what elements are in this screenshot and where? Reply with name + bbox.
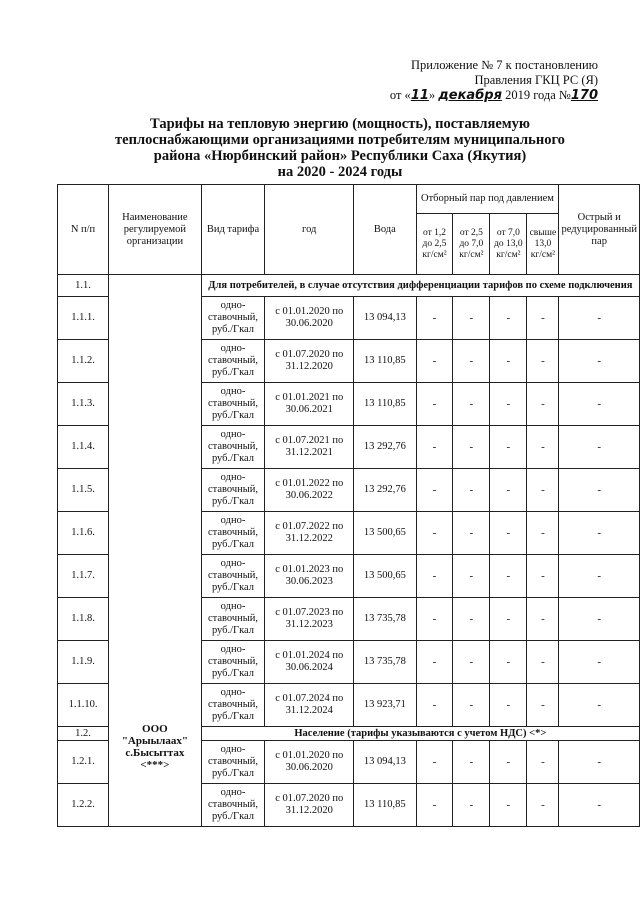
cell-sharp: - xyxy=(559,684,640,727)
cell-type: одно-ставочный, руб./Гкал xyxy=(201,512,265,555)
cell-period: с 01.07.2022 по 31.12.2022 xyxy=(265,512,354,555)
cell-s4: - xyxy=(527,784,559,827)
cell-water: 13 735,78 xyxy=(354,598,416,641)
section-title: Население (тарифы указываются с учетом НДС) <*> xyxy=(201,727,639,741)
cell-s4: - xyxy=(527,598,559,641)
handwritten-number: 170 xyxy=(570,88,598,103)
cell-num: 1.1.1. xyxy=(58,297,109,340)
cell-s4: - xyxy=(527,340,559,383)
cell-s3: - xyxy=(490,340,527,383)
cell-type: одно-ставочный, руб./Гкал xyxy=(201,598,265,641)
cell-s1: - xyxy=(416,297,453,340)
cell-s4: - xyxy=(527,555,559,598)
cell-type: одно-ставочный, руб./Гкал xyxy=(201,784,265,827)
header-steam-1: от 1,2 до 2,5 кг/см² xyxy=(416,214,453,275)
appendix-line-3: от «11» декабря 2019 года №170 xyxy=(389,88,598,103)
cell-num: 1.1.7. xyxy=(58,555,109,598)
header-year: год xyxy=(265,185,354,275)
organization-name: ООО "Арыылаах" с.Бысыттах <***> xyxy=(109,275,202,827)
cell-s3: - xyxy=(490,784,527,827)
cell-period: с 01.01.2023 по 30.06.2023 xyxy=(265,555,354,598)
document-title: Тарифы на тепловую энергию (мощность), поставляемую теплоснабжающими организациями потребителям муниципального района «Нюрбинский район» Республики Саха (Якутия) на 2020 - 2024 годы xyxy=(115,116,565,180)
cell-s3: - xyxy=(490,383,527,426)
cell-period: с 01.07.2024 по 31.12.2024 xyxy=(265,684,354,727)
cell-s1: - xyxy=(416,340,453,383)
cell-period: с 01.07.2021 по 31.12.2021 xyxy=(265,426,354,469)
appendix-line-2: Правления ГКЦ РС (Я) xyxy=(474,73,598,87)
cell-water: 13 923,71 xyxy=(354,684,416,727)
cell-s3: - xyxy=(490,512,527,555)
cell-sharp: - xyxy=(559,426,640,469)
cell-s3: - xyxy=(490,741,527,784)
cell-s1: - xyxy=(416,555,453,598)
cell-s3: - xyxy=(490,684,527,727)
cell-type: одно-ставочный, руб./Гкал xyxy=(201,684,265,727)
cell-s4: - xyxy=(527,684,559,727)
handwritten-day: 11 xyxy=(410,88,429,103)
cell-s2: - xyxy=(453,469,490,512)
section-title: Для потребителей, в случае отсутствия дифференциации тарифов по схеме подключения xyxy=(201,275,639,297)
cell-num: 1.2.1. xyxy=(58,741,109,784)
cell-num: 1.1.6. xyxy=(58,512,109,555)
cell-type: одно-ставочный, руб./Гкал xyxy=(201,426,265,469)
cell-water: 13 110,85 xyxy=(354,383,416,426)
cell-s1: - xyxy=(416,784,453,827)
header-water: Вода xyxy=(354,185,416,275)
cell-water: 13 292,76 xyxy=(354,426,416,469)
cell-period: с 01.01.2021 по 30.06.2021 xyxy=(265,383,354,426)
cell-water: 13 110,85 xyxy=(354,340,416,383)
appendix-block xyxy=(390,58,598,103)
cell-sharp: - xyxy=(559,383,640,426)
cell-s1: - xyxy=(416,641,453,684)
cell-num: 1.2.2. xyxy=(58,784,109,827)
cell-sharp: - xyxy=(559,512,640,555)
cell-period: с 01.07.2020 по 31.12.2020 xyxy=(265,340,354,383)
cell-s3: - xyxy=(490,555,527,598)
cell-sharp: - xyxy=(559,641,640,684)
header-steam-3: от 7,0 до 13,0 кг/см² xyxy=(490,214,527,275)
cell-num: 1.1.8. xyxy=(58,598,109,641)
cell-s2: - xyxy=(453,383,490,426)
cell-s4: - xyxy=(527,297,559,340)
cell-s2: - xyxy=(453,684,490,727)
cell-period: с 01.01.2024 по 30.06.2024 xyxy=(265,641,354,684)
section-row xyxy=(58,275,640,297)
cell-s4: - xyxy=(527,741,559,784)
cell-water: 13 094,13 xyxy=(354,741,416,784)
cell-s1: - xyxy=(416,469,453,512)
header-steam-2: от 2,5 до 7,0 кг/см² xyxy=(453,214,490,275)
cell-num: 1.1.2. xyxy=(58,340,109,383)
header-steam: Отборный пар под давлением xyxy=(416,185,559,214)
section-number: 1.2. xyxy=(58,727,109,741)
cell-s2: - xyxy=(453,784,490,827)
cell-water: 13 094,13 xyxy=(354,297,416,340)
cell-sharp: - xyxy=(559,598,640,641)
cell-type: одно-ставочный, руб./Гкал xyxy=(201,383,265,426)
cell-s3: - xyxy=(490,641,527,684)
header-type: Вид тарифа xyxy=(201,185,265,275)
cell-s4: - xyxy=(527,469,559,512)
tariff-table xyxy=(57,184,640,827)
cell-s2: - xyxy=(453,555,490,598)
cell-num: 1.1.10. xyxy=(58,684,109,727)
table-body xyxy=(58,275,640,827)
header-sharp: Острый и редуцированный пар xyxy=(559,185,640,275)
header-org: Наименование регулируемой организации xyxy=(109,185,202,275)
cell-s3: - xyxy=(490,598,527,641)
cell-s3: - xyxy=(490,297,527,340)
cell-type: одно-ставочный, руб./Гкал xyxy=(201,741,265,784)
cell-s2: - xyxy=(453,741,490,784)
cell-type: одно-ставочный, руб./Гкал xyxy=(201,340,265,383)
cell-sharp: - xyxy=(559,469,640,512)
cell-period: с 01.07.2020 по 31.12.2020 xyxy=(265,784,354,827)
cell-num: 1.1.4. xyxy=(58,426,109,469)
cell-s2: - xyxy=(453,426,490,469)
cell-s4: - xyxy=(527,383,559,426)
cell-sharp: - xyxy=(559,784,640,827)
appendix-line-1: Приложение № 7 к постановлению xyxy=(411,58,598,72)
cell-type: одно-ставочный, руб./Гкал xyxy=(201,555,265,598)
cell-s3: - xyxy=(490,469,527,512)
handwritten-month: декабря xyxy=(438,88,502,103)
cell-s4: - xyxy=(527,512,559,555)
cell-sharp: - xyxy=(559,340,640,383)
cell-water: 13 110,85 xyxy=(354,784,416,827)
cell-water: 13 500,65 xyxy=(354,512,416,555)
cell-type: одно-ставочный, руб./Гкал xyxy=(201,641,265,684)
cell-sharp: - xyxy=(559,297,640,340)
cell-type: одно-ставочный, руб./Гкал xyxy=(201,469,265,512)
cell-s4: - xyxy=(527,641,559,684)
cell-s1: - xyxy=(416,741,453,784)
cell-num: 1.1.3. xyxy=(58,383,109,426)
cell-s1: - xyxy=(416,512,453,555)
cell-s2: - xyxy=(453,340,490,383)
cell-water: 13 500,65 xyxy=(354,555,416,598)
cell-period: с 01.07.2023 по 31.12.2023 xyxy=(265,598,354,641)
cell-period: с 01.01.2020 по 30.06.2020 xyxy=(265,741,354,784)
cell-num: 1.1.9. xyxy=(58,641,109,684)
cell-type: одно-ставочный, руб./Гкал xyxy=(201,297,265,340)
cell-water: 13 735,78 xyxy=(354,641,416,684)
cell-period: с 01.01.2020 по 30.06.2020 xyxy=(265,297,354,340)
cell-sharp: - xyxy=(559,555,640,598)
cell-s1: - xyxy=(416,383,453,426)
cell-s1: - xyxy=(416,684,453,727)
section-number: 1.1. xyxy=(58,275,109,297)
cell-period: с 01.01.2022 по 30.06.2022 xyxy=(265,469,354,512)
cell-water: 13 292,76 xyxy=(354,469,416,512)
header-num: N п/п xyxy=(58,185,109,275)
cell-s4: - xyxy=(527,426,559,469)
cell-sharp: - xyxy=(559,741,640,784)
cell-num: 1.1.5. xyxy=(58,469,109,512)
cell-s2: - xyxy=(453,297,490,340)
cell-s2: - xyxy=(453,598,490,641)
cell-s1: - xyxy=(416,426,453,469)
header-steam-4: свыше 13,0 кг/см² xyxy=(527,214,559,275)
cell-s2: - xyxy=(453,641,490,684)
cell-s1: - xyxy=(416,598,453,641)
cell-s3: - xyxy=(490,426,527,469)
cell-s2: - xyxy=(453,512,490,555)
